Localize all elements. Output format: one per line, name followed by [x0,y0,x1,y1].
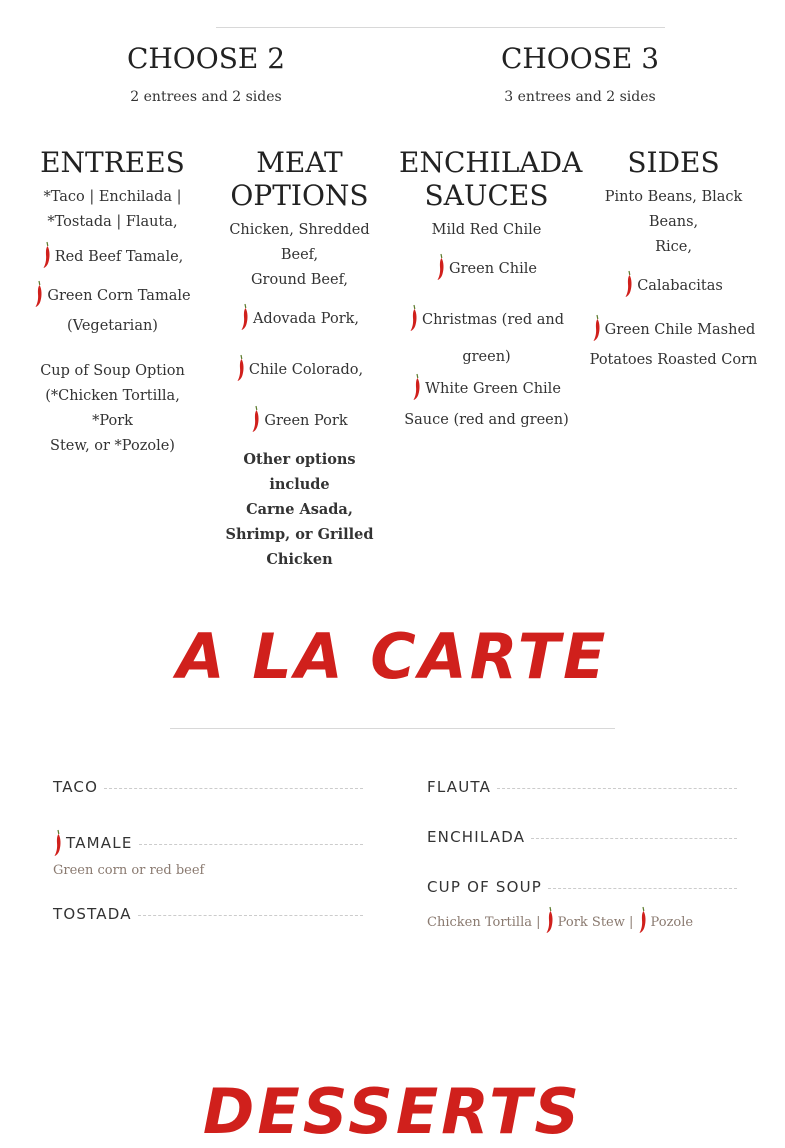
choose-3-subtitle: 3 entrees and 2 sides [504,89,656,105]
desserts-title: DESSERTS [202,1075,583,1148]
chile-pepper-icon [436,253,446,281]
sauce-line: Christmas (red and [399,304,574,333]
menu-item-enchilada [427,828,737,846]
choose-2-title: CHOOSE 2 [126,42,286,75]
sauce-line: Sauce (red and green) [404,412,569,428]
menu-item-name: TAMALE [66,834,133,852]
side-line: Beans, [648,214,699,230]
entree-line: (*Chicken Tortilla, *Pork [45,388,180,429]
enchilada-sauces-column [399,146,583,433]
entree-line: Red Beef Tamale, [25,241,200,270]
chile-pepper-icon [412,373,422,401]
chile-pepper-icon [409,304,419,332]
sides-column [586,146,761,373]
entree-line: *Taco | Enchilada | [43,189,182,205]
choose-2-subtitle: 2 entrees and 2 sides [130,89,282,105]
side-line: Pinto Beans, Black [604,189,743,205]
menu-item-name: ENCHILADA [427,828,526,846]
side-line: Calabacitas [586,270,761,299]
entree-line: Cup of Soup Option [40,363,185,379]
entree-line: Green Corn Tamale [25,280,200,309]
enchilada-sauces-heading: ENCHILADA SAUCES [399,146,583,212]
menu-item-name: CUP OF SOUP [427,878,543,896]
dotted-leader [104,788,363,789]
sides-heading: SIDES [627,146,720,179]
meat-options-column [212,146,387,572]
menu-item-flauta [427,778,737,796]
menu-item-tamale [53,829,363,857]
side-line: Potatoes Roasted Corn [589,352,758,368]
dotted-leader [139,844,364,845]
chile-pepper-icon [638,906,648,934]
chile-pepper-icon [624,270,634,298]
meat-line: Ground Beef, [250,272,349,288]
meat-line: Green Pork [212,405,387,434]
meat-other-line: Chicken [266,551,333,568]
top-divider [216,27,665,28]
chile-pepper-icon [42,241,52,269]
entree-line: Stew, or *Pozole) [50,438,175,454]
meat-other-line: Carne Asada, [246,501,353,518]
entrees-heading: ENTREES [40,146,185,179]
side-line: Green Chile Mashed [586,314,761,343]
tamale-description: Green corn or red beef [53,863,205,878]
chile-pepper-icon [236,354,246,382]
meat-options-heading: MEAT OPTIONS [230,146,369,212]
meat-line: Chicken, Shredded Beef, [229,222,370,263]
meat-other-line: Other options include [243,451,356,493]
a-la-carte-title: A LA CARTE [176,620,609,693]
sauce-line: green) [462,349,511,365]
dotted-leader [531,838,737,839]
entree-line: *Tostada | Flauta, [47,214,178,230]
chile-pepper-icon [592,314,602,342]
chile-pepper-icon [251,405,261,433]
meat-line: Adovada Pork, [212,303,387,332]
chile-pepper-icon [53,829,63,857]
sauce-line: White Green Chile [399,373,574,402]
entrees-column [25,146,200,459]
entree-line: (Vegetarian) [67,318,158,334]
menu-item-name: TOSTADA [53,905,132,923]
dotted-leader [548,888,737,889]
dotted-leader [138,915,363,916]
sauce-line: Green Chile [399,253,574,282]
menu-item-name: FLAUTA [427,778,492,796]
menu-item-cup-of-soup [427,878,737,896]
chile-pepper-icon [34,280,44,308]
menu-item-name: TACO [53,778,99,796]
meat-other-line: Shrimp, or Grilled [225,526,374,543]
chile-pepper-icon [545,906,555,934]
menu-item-taco [53,778,363,796]
choose-3-title: CHOOSE 3 [500,42,660,75]
sauce-line: Mild Red Chile [431,222,542,238]
meat-line: Chile Colorado, [212,354,387,383]
a-la-carte-divider [170,728,615,729]
soup-description: Chicken Tortilla | Pork Stew | Pozole [427,906,693,934]
menu-item-tostada [53,905,363,923]
chile-pepper-icon [240,303,250,331]
dotted-leader [497,788,737,789]
side-line: Rice, [655,239,692,255]
